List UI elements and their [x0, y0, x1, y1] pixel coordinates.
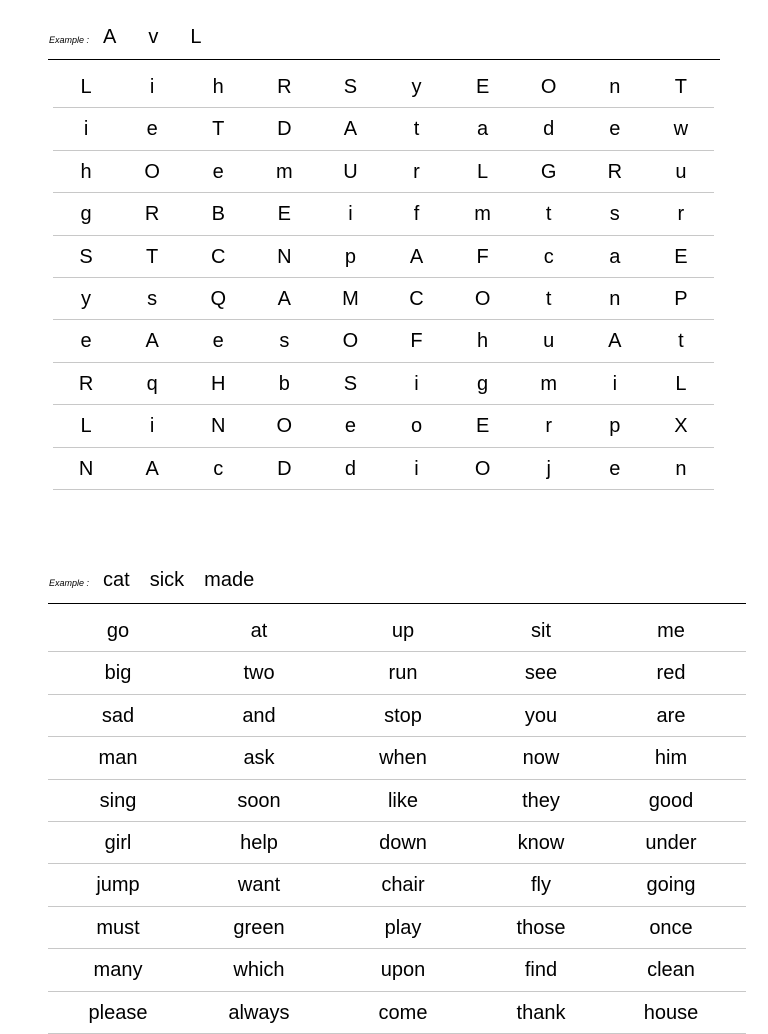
grid-cell: s [279, 330, 290, 353]
example-item: cat [103, 569, 130, 591]
grid-cell: F [410, 330, 423, 353]
grid-cell: u [675, 160, 687, 183]
grid-cell: w [673, 118, 689, 141]
grid-cell: t [545, 203, 552, 226]
grid-cell: L [80, 415, 92, 438]
grid-cell: F [476, 245, 489, 268]
grid-cell: g [477, 372, 489, 395]
grid-row [48, 610, 746, 652]
grid-cell: O [276, 415, 293, 438]
grid-cell: me [657, 620, 685, 642]
grid-cell: T [146, 245, 159, 268]
grid-cell: play [384, 916, 422, 939]
grid-cell: when [379, 747, 427, 770]
grid-cell: stop [384, 704, 422, 727]
grid-cell: C [211, 245, 226, 268]
example-label: Example : [49, 35, 90, 45]
grid-cell: L [80, 76, 92, 98]
grid-cell: B [211, 203, 225, 226]
grid-cell: y [81, 287, 92, 310]
grid-cell: s [609, 203, 620, 226]
grid-cell: o [410, 415, 423, 438]
grid-row [53, 405, 714, 447]
grid-cell: u [543, 330, 555, 353]
grid-cell: e [146, 118, 158, 141]
grid-cell: come [378, 1001, 428, 1024]
grid-cell: j [546, 457, 551, 480]
grid-cell: A [145, 330, 159, 353]
grid-cell: which [233, 959, 285, 982]
grid-row [48, 695, 746, 737]
grid-cell: h [477, 330, 489, 353]
grid-cell: man [98, 747, 138, 770]
grid-cell: see [524, 662, 558, 685]
grid-cell: soon [237, 789, 281, 812]
grid-cell: ask [243, 747, 275, 770]
grid-cell: i [612, 372, 618, 395]
grid-cell: h [80, 160, 92, 183]
grid-cell: h [212, 76, 224, 98]
grid-cell: want [237, 874, 281, 897]
grid-row [53, 278, 714, 320]
letters-divider [48, 59, 720, 60]
grid-cell: n [609, 76, 621, 98]
grid-cell: m [474, 203, 491, 226]
grid-cell: r [677, 203, 685, 226]
grid-cell: under [645, 831, 697, 854]
words-divider [48, 603, 746, 604]
grid-cell: A [145, 457, 159, 480]
grid-row [48, 949, 746, 991]
words-example [49, 569, 274, 592]
grid-cell: m [540, 372, 558, 395]
grid-cell: chair [381, 874, 425, 897]
grid-cell: P [674, 287, 688, 310]
grid-cell: girl [104, 831, 132, 854]
grid-cell: c [543, 245, 554, 268]
grid-cell: e [344, 415, 356, 438]
grid-cell: e [609, 457, 621, 480]
grid-cell: run [388, 662, 418, 685]
grid-cell: you [524, 704, 558, 727]
example-label: Example : [49, 578, 90, 588]
letter-grid [53, 66, 714, 490]
grid-row [53, 448, 714, 490]
grid-cell: E [475, 415, 490, 438]
grid-cell: N [211, 415, 226, 438]
grid-cell: p [609, 415, 621, 438]
grid-cell: sad [101, 704, 135, 727]
grid-cell: A [277, 287, 291, 310]
grid-row [53, 193, 714, 235]
grid-cell: they [522, 789, 560, 812]
grid-cell: M [342, 287, 359, 310]
grid-cell: n [675, 457, 687, 480]
grid-cell: thank [516, 1001, 566, 1024]
grid-cell: i [414, 372, 419, 395]
grid-cell: e [212, 160, 224, 183]
grid-cell: O [474, 287, 491, 310]
example-item: L [190, 26, 202, 48]
grid-cell: must [96, 916, 140, 939]
grid-cell: H [211, 372, 226, 395]
grid-cell: find [524, 959, 558, 982]
grid-cell: once [649, 916, 693, 939]
grid-cell: L [675, 372, 687, 395]
grid-cell: D [277, 457, 292, 480]
grid-cell: C [409, 287, 424, 310]
grid-row [48, 652, 746, 694]
grid-row [48, 822, 746, 864]
grid-cell: b [278, 372, 290, 395]
grid-cell: fly [531, 874, 551, 897]
grid-cell: R [607, 160, 623, 183]
grid-cell: R [277, 76, 292, 98]
grid-cell: go [106, 620, 130, 642]
grid-cell: O [540, 76, 557, 98]
grid-cell: L [477, 160, 489, 183]
grid-cell: i [83, 118, 89, 141]
grid-cell: red [656, 662, 686, 685]
grid-cell: those [516, 916, 566, 939]
grid-cell: house [643, 1001, 699, 1024]
grid-cell: i [348, 203, 353, 226]
grid-cell: R [144, 203, 160, 226]
grid-cell: up [391, 620, 415, 642]
grid-cell: help [240, 831, 278, 854]
grid-cell: c [213, 457, 224, 480]
grid-cell: E [277, 203, 291, 226]
grid-cell: E [475, 76, 490, 98]
grid-cell: s [147, 287, 158, 310]
grid-cell: please [88, 1001, 148, 1024]
grid-cell: d [543, 118, 555, 141]
grid-cell: N [78, 457, 94, 480]
grid-cell: y [411, 76, 422, 98]
grid-cell: S [343, 76, 358, 98]
grid-cell: upon [380, 959, 426, 982]
grid-cell: r [545, 415, 553, 438]
example-item: made [204, 569, 255, 591]
grid-cell: f [413, 203, 420, 226]
grid-cell: A [343, 118, 358, 141]
grid-cell: jump [96, 874, 140, 897]
grid-row [53, 151, 714, 193]
grid-cell: down [379, 831, 427, 854]
word-grid [48, 610, 746, 1034]
letters-example [49, 26, 234, 49]
grid-row [48, 907, 746, 949]
grid-row [48, 780, 746, 822]
grid-cell: green [233, 916, 285, 939]
grid-cell: e [80, 330, 92, 353]
grid-cell: O [144, 160, 160, 183]
grid-cell: many [93, 959, 143, 982]
grid-cell: e [212, 330, 224, 353]
grid-cell: O [474, 457, 491, 480]
grid-row [53, 108, 714, 150]
grid-row [53, 66, 714, 108]
grid-cell: big [104, 662, 132, 685]
example-item: v [148, 26, 159, 48]
grid-row [53, 236, 714, 278]
grid-cell: e [609, 118, 621, 141]
grid-cell: sit [531, 620, 551, 642]
grid-cell: like [387, 789, 418, 812]
grid-cell: O [342, 330, 359, 353]
grid-cell: know [517, 831, 565, 854]
grid-cell: q [146, 372, 158, 395]
grid-cell: r [413, 160, 420, 183]
grid-cell: clean [647, 959, 695, 982]
grid-cell: t [545, 287, 552, 310]
grid-cell: always [228, 1001, 290, 1024]
grid-cell: m [275, 160, 293, 183]
grid-cell: U [343, 160, 358, 183]
grid-cell: now [522, 747, 560, 770]
grid-cell: t [413, 118, 420, 141]
example-item: A [103, 26, 117, 48]
grid-cell: T [212, 118, 225, 141]
grid-cell: X [674, 415, 688, 438]
grid-cell: S [343, 372, 358, 395]
grid-row [53, 363, 714, 405]
example-item: sick [149, 569, 185, 591]
grid-cell: good [648, 789, 694, 812]
grid-cell: Q [210, 287, 227, 310]
grid-row [53, 320, 714, 362]
grid-cell: p [344, 245, 356, 268]
grid-cell: i [414, 457, 419, 480]
grid-cell: are [656, 704, 686, 727]
grid-cell: two [243, 662, 275, 685]
grid-cell: g [80, 203, 92, 226]
grid-cell: n [609, 287, 621, 310]
grid-cell: E [674, 245, 688, 268]
grid-cell: S [79, 245, 93, 268]
grid-cell: sing [99, 789, 137, 812]
grid-cell: t [678, 330, 684, 353]
grid-cell: d [344, 457, 356, 480]
grid-row [48, 864, 746, 906]
grid-cell: at [250, 620, 268, 642]
grid-cell: N [277, 245, 292, 268]
grid-row [48, 737, 746, 779]
grid-cell: T [674, 76, 687, 98]
grid-cell: i [149, 76, 155, 98]
grid-cell: a [477, 118, 489, 141]
grid-cell: and [242, 704, 276, 727]
grid-cell: A [608, 330, 622, 353]
grid-cell: a [609, 245, 621, 268]
grid-cell: him [654, 747, 688, 770]
grid-cell: going [646, 874, 696, 897]
grid-cell: D [277, 118, 292, 141]
grid-cell: G [540, 160, 557, 183]
grid-cell: R [78, 372, 94, 395]
grid-cell: A [409, 245, 424, 268]
grid-row [48, 992, 746, 1034]
grid-cell: i [149, 415, 155, 438]
